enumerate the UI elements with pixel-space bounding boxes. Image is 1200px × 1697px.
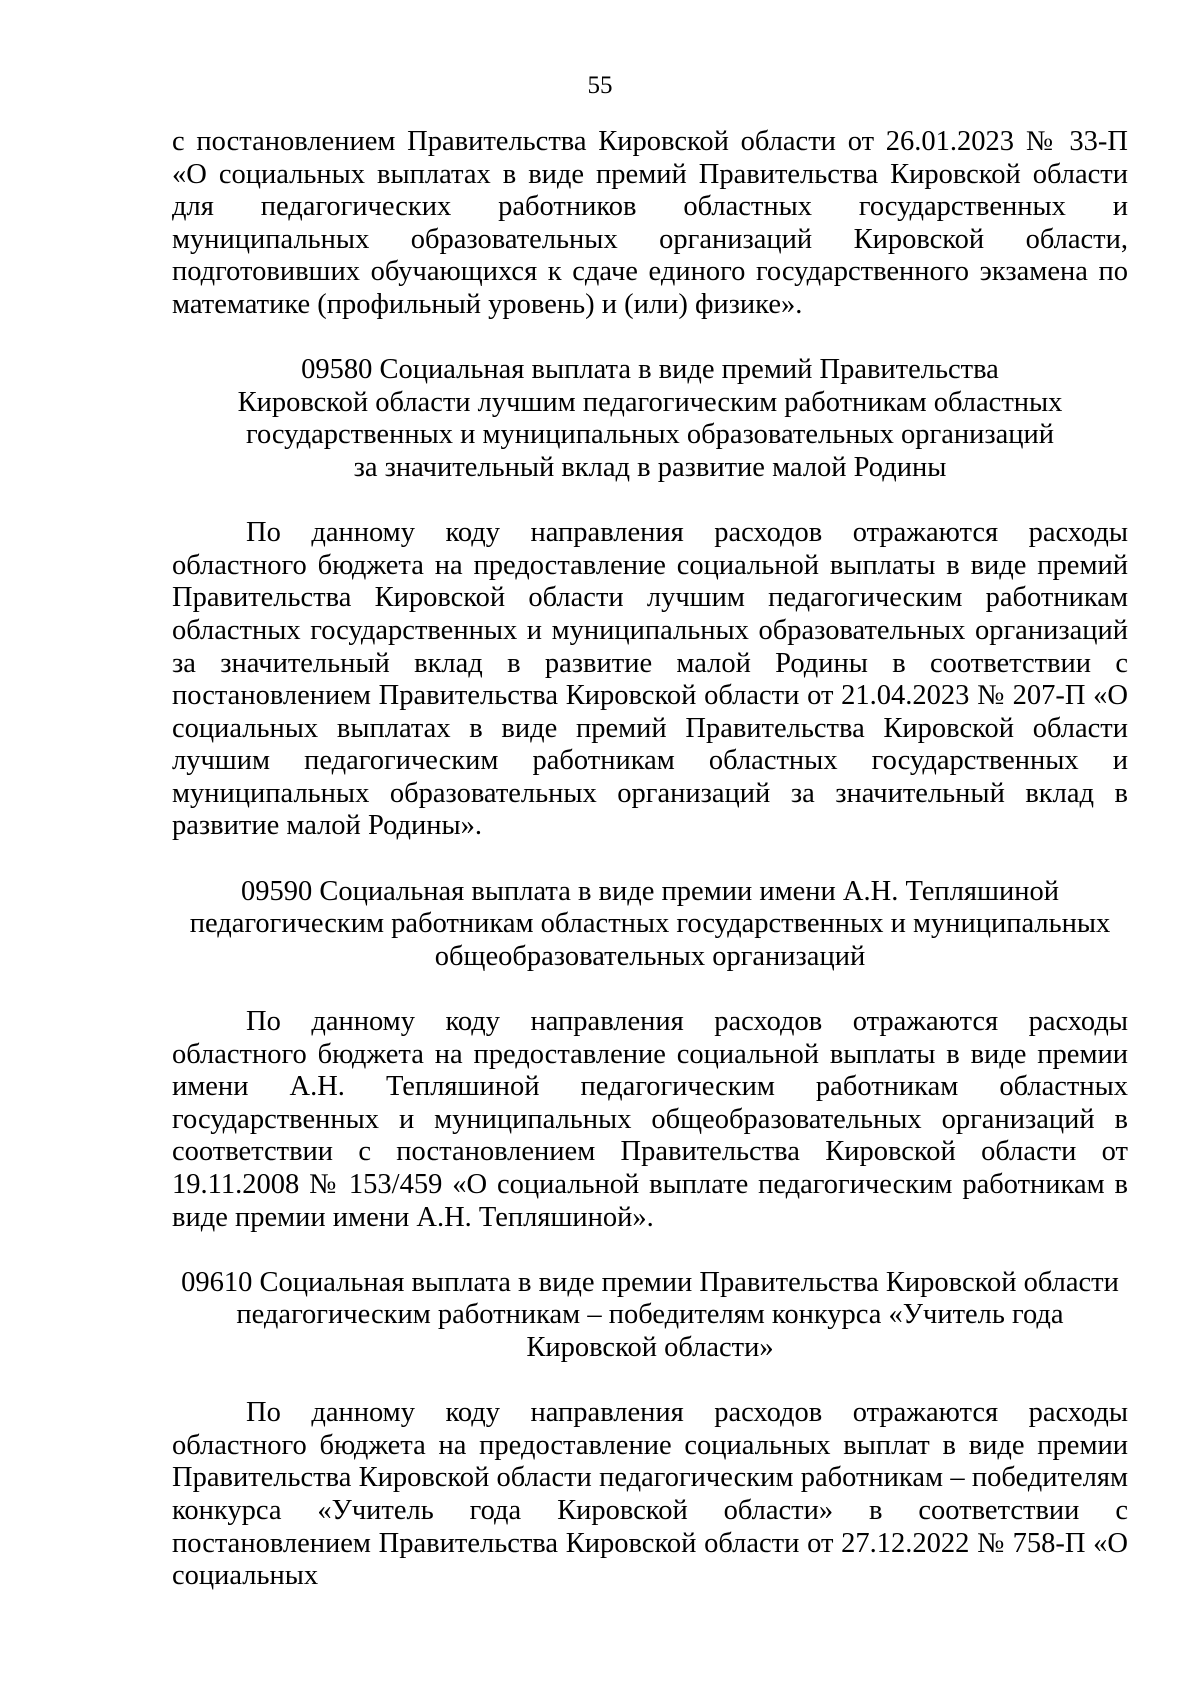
- heading-line: государственных и муниципальных образовательных организаций: [245, 419, 1055, 451]
- page-number: 55: [587, 72, 613, 99]
- heading-line: за значительный вклад в развитие малой Родины: [353, 451, 947, 483]
- paragraph-09590: По данному коду направления расходов отражаются расходы областного бюджета на предоставление социальной выплаты в виде премии имени А.Н. Тепляшиной педагогическим работникам областных государственных и муниципальных общеобразовательных организаций в соответствии с постановлением Правительства Кировской области от 19.11.2008 № 153/459 «О социальной выплате педагогическим работникам в виде премии имени А.Н. Тепляшиной».: [172, 1006, 1128, 1233]
- document-body: [172, 126, 1128, 1593]
- heading-line: Кировской области»: [526, 1331, 774, 1363]
- heading-line: педагогическим работникам – победителям конкурса «Учитель года: [236, 1299, 1064, 1331]
- heading-line: общеобразовательных организаций: [434, 940, 866, 972]
- section-heading-09610: [172, 1267, 1128, 1365]
- heading-line: педагогическим работникам областных государственных и муниципальных: [189, 908, 1111, 940]
- heading-line: 09590 Социальная выплата в виде премии имени А.Н. Тепляшиной: [241, 875, 1059, 907]
- heading-line: 09580 Социальная выплата в виде премий Правительства: [301, 354, 999, 386]
- heading-line: 09610 Социальная выплата в виде премии Правительства Кировской области: [181, 1266, 1119, 1298]
- heading-line: Кировской области лучшим педагогическим работникам областных: [237, 386, 1063, 418]
- spacer: [172, 1234, 1128, 1267]
- section-heading-09590: [172, 876, 1128, 974]
- spacer: [172, 322, 1128, 355]
- paragraph-09610: По данному коду направления расходов отражаются расходы областного бюджета на предоставление социальных выплат в виде премии Правительства Кировской области педагогическим работникам – победителям конкурса «Учитель года Кировской области» в соответствии с постановлением Правительства Кировской области от 27.12.2022 № 758-П «О социальных: [172, 1397, 1128, 1592]
- spacer: [172, 843, 1128, 876]
- spacer: [172, 485, 1128, 518]
- paragraph-continuation: с постановлением Правительства Кировской области от 26.01.2023 № 33-П «О социальных выплатах в виде премий Правительства Кировской области для педагогических работников областных государственных и муниципальных образовательных организаций Кировской области, подготовивших обучающихся к сдаче единого государственного экзамена по математике (профильный уровень) и (или) физике».: [172, 126, 1128, 320]
- section-heading-09580: [172, 354, 1128, 484]
- spacer: [172, 973, 1128, 1006]
- spacer: [172, 1365, 1128, 1398]
- paragraph-09580: По данному коду направления расходов отражаются расходы областного бюджета на предоставление социальной выплаты в виде премий Правительства Кировской области лучшим педагогическим работникам областных государственных и муниципальных образовательных организаций за значительный вклад в развитие малой Родины в соответствии с постановлением Правительства Кировской области от 21.04.2023 № 207-П «О социальных выплатах в виде премий Правительства Кировской области лучшим педагогическим работникам областных государственных и муниципальных образовательных организаций за значительный вклад в развитие малой Родины».: [172, 517, 1128, 842]
